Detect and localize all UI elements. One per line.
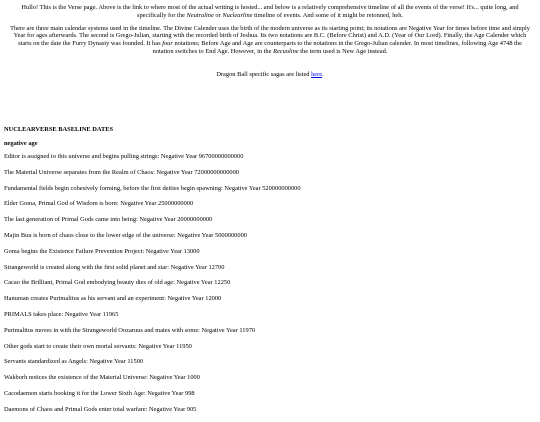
- timeline-entry: Daemons of Chaos and Primal Gods enter total warfare: Negative Year 905: [4, 405, 197, 413]
- timeline-entry: Wakborh notices the existence of the Material Universe: Negative Year 1000: [4, 374, 200, 382]
- timeline-entry: Strangeworld is created along with the first solid planet and star: Negative Year 12700: [4, 263, 225, 271]
- section-subheading: negative age: [4, 140, 38, 147]
- four-term: four: [162, 40, 173, 48]
- timeline-entry: Cacao the Brilliant, Primal God embodying beauty dies of old age: Negative Year 12250: [4, 279, 231, 287]
- timeline-entry: PRIMALS takes place: Negative Year 11965: [4, 310, 119, 318]
- timeline-entry: Hanuman creates Purimalitus as his servant and an experiment: Negative Year 12000: [4, 295, 222, 303]
- saga-line: [8, 71, 532, 79]
- timeline-entry: Purimalitus moves in with the Strangeworld Oozaruus and mates with some: Negative Year 11970: [4, 326, 256, 334]
- nuclearline-term: Nuclearline: [222, 11, 253, 19]
- intro-text: There are three main calendar systems used in the timeline. The Divine Calender uses the birth of the modern universe as its starting point; its notations are Negative Year for times before time and simply Year for ages afterwards. The second is Grego-Julian, starting with the recorded birth of Jeshua. Its two notations are B.C. (Before Christ) and A.D. (Year of Our Lord). Finally, the Age Calender which starts on the date the Furry Dynasty was founded. It has: [10, 24, 530, 48]
- intro-text: notations; Before Age and Age are counterparts to the notations in the Grego-Julian calender. In most timelines, following Age 4748 the notation switches to End Age. However, in the: [152, 40, 522, 56]
- timeline-entry: The last generation of Primal Gods came into being: Negative Year 20000000000: [4, 216, 213, 224]
- timeline-entry: Servants standardized as Angels: Negative Year 11500: [4, 358, 144, 366]
- intro-text: timeline of events. And some of it might be retonned, heh.: [252, 11, 404, 19]
- saga-text: Dragon Ball specific sagas are listed: [216, 71, 312, 78]
- intro-paragraph-2: [8, 25, 532, 56]
- saga-text-end: .: [322, 71, 324, 78]
- sagas-link[interactable]: here: [311, 71, 323, 78]
- timeline-entry: Majin Buu is born of chaos close to the lower edge of the universe: Negative Year 5000000000: [4, 231, 247, 239]
- intro-text: Hullo! This is the Verse page. Above is the link to where most of the actual writing is hosted... and below is a relatively comprehensive timeline of all the events of the verse! It's... quite long, and specifically for the: [21, 4, 519, 19]
- neutraline-term: Neutraline: [186, 11, 214, 19]
- timeline-entry: Other gods start to create their own mortal servants: Negative Year 11950: [4, 342, 192, 350]
- timeline-entry: Fundamental fields begin cohesively forming, before the first deities begin spawning: Negative Year 520000000000: [4, 184, 301, 192]
- timeline-entry: Editor is assigned to this universe and begins pulling strings: Negative Year 96700000000000: [4, 153, 244, 160]
- section-heading: NUCLEARVERSE BASELINE DATES: [4, 126, 114, 133]
- timeline-entry: Goma begins the Existence Failure Prevention Project: Negative Year 13000: [4, 247, 200, 255]
- intro-text: or: [213, 11, 223, 19]
- timeline-entry: The Material Universe separates from the Realm of Chaos: Negative Year 72000000000000: [4, 168, 239, 176]
- timeline-entry: Elder Goma, Primal God of Wisdom is born: Negative Year 25000000000: [4, 200, 194, 208]
- timeline-list: [4, 153, 534, 422]
- intro-text: the term used is New Age instead.: [298, 48, 388, 56]
- recuoline-term: Recuoline: [273, 48, 299, 56]
- intro-section: [8, 4, 532, 61]
- intro-paragraph-1: [8, 4, 532, 20]
- timeline-entry: Cacodaemon starts booking it for the Lower Sixth Age: Negative Year 998: [4, 389, 195, 397]
